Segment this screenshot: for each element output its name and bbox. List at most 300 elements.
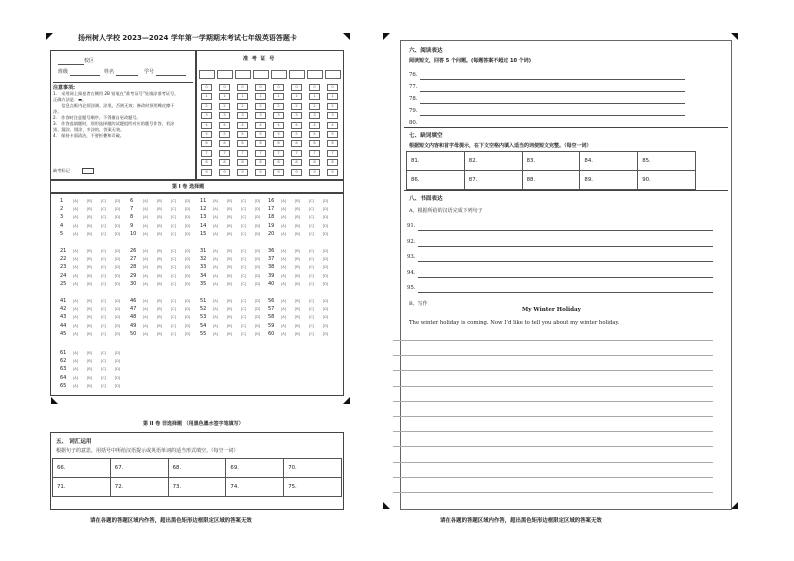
exam-number-bubble[interactable]: 0 xyxy=(219,84,230,91)
exam-number-bubble[interactable]: 4 xyxy=(219,122,230,129)
mc-choice-bubble[interactable]: [B] xyxy=(226,199,233,203)
mc-choice-bubble[interactable]: [C] xyxy=(100,257,107,262)
exam-number-bubble[interactable]: 8 xyxy=(201,159,212,166)
mc-choice-bubble[interactable]: [A] xyxy=(72,265,79,270)
answer-cell-87[interactable]: 87. xyxy=(464,171,522,190)
exam-number-bubble[interactable]: 8 xyxy=(291,159,302,166)
exam-number-bubble[interactable]: 5 xyxy=(291,131,302,138)
mc-choice-bubble[interactable]: [C] xyxy=(170,223,177,228)
mc-choice-bubble[interactable]: [B] xyxy=(86,199,93,203)
mc-choice-bubble[interactable]: [B] xyxy=(86,383,93,388)
mc-choice-bubble[interactable]: [B] xyxy=(226,323,233,328)
exam-number-bubble[interactable]: 5 xyxy=(237,131,248,138)
mc-choice-bubble[interactable]: [C] xyxy=(240,281,247,286)
answer-line[interactable] xyxy=(418,292,713,293)
mc-choice-bubble[interactable]: [C] xyxy=(170,257,177,262)
answer-cell-71[interactable]: 71. xyxy=(53,478,111,497)
mc-choice-bubble[interactable]: [C] xyxy=(100,215,107,220)
mc-choice-bubble[interactable]: [B] xyxy=(86,231,93,236)
mc-choice-bubble[interactable]: [A] xyxy=(72,281,79,286)
mc-choice-bubble[interactable]: [C] xyxy=(100,307,107,312)
answer-cell-90[interactable]: 90. xyxy=(638,171,696,190)
mc-choice-bubble[interactable]: [B] xyxy=(86,299,93,303)
answer-line[interactable] xyxy=(420,115,685,116)
mc-choice-bubble[interactable]: [B] xyxy=(226,281,233,286)
mc-choice-bubble[interactable]: [C] xyxy=(100,323,107,328)
mc-choice-bubble[interactable]: [A] xyxy=(212,223,219,228)
exam-number-write-cell[interactable] xyxy=(271,70,287,79)
exam-number-bubble[interactable]: 1 xyxy=(201,93,212,100)
mc-choice-bubble[interactable]: [C] xyxy=(240,299,247,303)
exam-number-bubble[interactable]: 2 xyxy=(255,103,266,110)
exam-number-bubble[interactable]: 6 xyxy=(219,140,230,147)
mc-choice-bubble[interactable]: [C] xyxy=(240,231,247,236)
exam-number-bubble[interactable]: 4 xyxy=(237,122,248,129)
answer-line[interactable] xyxy=(418,246,713,247)
answer-cell-85[interactable]: 85. xyxy=(638,152,696,171)
mc-choice-bubble[interactable]: [C] xyxy=(240,207,247,212)
exam-number-bubble[interactable]: 7 xyxy=(237,150,248,157)
exam-number-bubble[interactable]: 0 xyxy=(201,84,212,91)
mc-choice-bubble[interactable]: [D] xyxy=(114,359,121,364)
exam-number-bubble[interactable]: 8 xyxy=(273,159,284,166)
mc-choice-bubble[interactable]: [C] xyxy=(240,323,247,328)
exam-number-bubble[interactable]: 7 xyxy=(255,150,266,157)
mc-choice-bubble[interactable]: [C] xyxy=(100,249,107,253)
answer-line[interactable] xyxy=(420,79,685,80)
mc-choice-bubble[interactable]: [C] xyxy=(240,215,247,220)
essay-line[interactable] xyxy=(393,340,713,341)
mc-choice-bubble[interactable]: [C] xyxy=(170,249,177,253)
mc-choice-bubble[interactable]: [D] xyxy=(254,249,261,253)
mc-choice-bubble[interactable]: [C] xyxy=(308,207,315,212)
mc-choice-bubble[interactable]: [C] xyxy=(100,265,107,270)
mc-choice-bubble[interactable]: [B] xyxy=(226,249,233,253)
mc-choice-bubble[interactable]: [C] xyxy=(308,215,315,220)
answer-cell-67[interactable]: 67. xyxy=(110,459,168,478)
mc-choice-bubble[interactable]: [D] xyxy=(114,281,121,286)
mc-choice-bubble[interactable]: [D] xyxy=(184,199,191,203)
exam-number-bubble[interactable]: 3 xyxy=(255,112,266,119)
mc-choice-bubble[interactable]: [C] xyxy=(170,281,177,286)
mc-choice-bubble[interactable]: [A] xyxy=(280,299,287,303)
mc-choice-bubble[interactable]: [A] xyxy=(280,207,287,212)
mc-choice-bubble[interactable]: [A] xyxy=(212,257,219,262)
mc-choice-bubble[interactable]: [A] xyxy=(212,273,219,278)
mc-choice-bubble[interactable]: [A] xyxy=(142,231,149,236)
mc-choice-bubble[interactable]: [C] xyxy=(100,359,107,364)
mc-choice-bubble[interactable]: [A] xyxy=(142,215,149,220)
exam-number-bubble[interactable]: 4 xyxy=(255,122,266,129)
mc-choice-bubble[interactable]: [B] xyxy=(226,231,233,236)
mc-choice-bubble[interactable]: [A] xyxy=(72,215,79,220)
mc-choice-bubble[interactable]: [B] xyxy=(294,249,301,253)
mc-choice-bubble[interactable]: [B] xyxy=(86,281,93,286)
mc-choice-bubble[interactable]: [B] xyxy=(226,299,233,303)
exam-number-bubble[interactable]: 1 xyxy=(219,93,230,100)
mc-choice-bubble[interactable]: [D] xyxy=(322,331,329,336)
exam-number-bubble[interactable]: 3 xyxy=(327,112,338,119)
mc-choice-bubble[interactable]: [A] xyxy=(72,231,79,236)
exam-number-bubble[interactable]: 2 xyxy=(219,103,230,110)
answer-cell-68[interactable]: 68. xyxy=(168,459,226,478)
mc-choice-bubble[interactable]: [B] xyxy=(294,307,301,312)
essay-line[interactable] xyxy=(393,431,713,432)
mc-choice-bubble[interactable]: [D] xyxy=(114,215,121,220)
exam-number-bubble[interactable]: 2 xyxy=(201,103,212,110)
mc-choice-bubble[interactable]: [C] xyxy=(100,199,107,203)
mc-choice-bubble[interactable]: [B] xyxy=(86,367,93,372)
mc-choice-bubble[interactable]: [D] xyxy=(254,257,261,262)
mc-choice-bubble[interactable]: [B] xyxy=(294,281,301,286)
mc-choice-bubble[interactable]: [B] xyxy=(156,315,163,320)
exam-number-bubble[interactable]: 5 xyxy=(255,131,266,138)
mc-choice-bubble[interactable]: [B] xyxy=(86,257,93,262)
exam-number-bubble[interactable]: 1 xyxy=(237,93,248,100)
exam-number-bubble[interactable]: 9 xyxy=(201,169,212,176)
mc-choice-bubble[interactable]: [B] xyxy=(156,299,163,303)
mc-choice-bubble[interactable]: [B] xyxy=(226,315,233,320)
mc-choice-bubble[interactable]: [C] xyxy=(100,315,107,320)
mc-choice-bubble[interactable]: [D] xyxy=(184,307,191,312)
mc-choice-bubble[interactable]: [A] xyxy=(72,383,79,388)
mc-choice-bubble[interactable]: [A] xyxy=(212,299,219,303)
mc-choice-bubble[interactable]: [D] xyxy=(114,375,121,380)
exam-number-bubble[interactable]: 2 xyxy=(291,103,302,110)
exam-number-bubble[interactable]: 1 xyxy=(291,93,302,100)
mc-choice-bubble[interactable]: [B] xyxy=(294,215,301,220)
exam-number-bubble[interactable]: 9 xyxy=(255,169,266,176)
exam-number-bubble[interactable]: 8 xyxy=(237,159,248,166)
mc-choice-bubble[interactable]: [A] xyxy=(142,199,149,203)
mc-choice-bubble[interactable]: [A] xyxy=(72,207,79,212)
mc-choice-bubble[interactable]: [B] xyxy=(226,265,233,270)
exam-number-bubble[interactable]: 7 xyxy=(327,150,338,157)
mc-choice-bubble[interactable]: [B] xyxy=(294,273,301,278)
mc-choice-bubble[interactable]: [A] xyxy=(280,249,287,253)
exam-number-bubble[interactable]: 4 xyxy=(273,122,284,129)
mc-choice-bubble[interactable]: [A] xyxy=(280,315,287,320)
mc-choice-bubble[interactable]: [C] xyxy=(170,323,177,328)
mc-choice-bubble[interactable]: [B] xyxy=(86,359,93,364)
mc-choice-bubble[interactable]: [D] xyxy=(322,231,329,236)
mc-choice-bubble[interactable]: [A] xyxy=(142,331,149,336)
mc-choice-bubble[interactable]: [C] xyxy=(308,223,315,228)
mc-choice-bubble[interactable]: [B] xyxy=(294,323,301,328)
mc-choice-bubble[interactable]: [D] xyxy=(114,207,121,212)
mc-choice-bubble[interactable]: [C] xyxy=(100,207,107,212)
answer-cell-74[interactable]: 74. xyxy=(226,478,284,497)
mc-choice-bubble[interactable]: [A] xyxy=(142,307,149,312)
mc-choice-bubble[interactable]: [C] xyxy=(240,223,247,228)
answer-cell-75[interactable]: 75. xyxy=(284,478,342,497)
exam-number-bubble[interactable]: 1 xyxy=(327,93,338,100)
mc-choice-bubble[interactable]: [D] xyxy=(114,249,121,253)
essay-line[interactable] xyxy=(393,446,713,447)
mc-choice-bubble[interactable]: [C] xyxy=(170,231,177,236)
mc-choice-bubble[interactable]: [B] xyxy=(86,323,93,328)
exam-number-bubble[interactable]: 3 xyxy=(309,112,320,119)
exam-number-write-cell[interactable] xyxy=(217,70,233,79)
answer-line[interactable] xyxy=(418,277,713,278)
mc-choice-bubble[interactable]: [D] xyxy=(114,323,121,328)
exam-number-bubble[interactable]: 0 xyxy=(255,84,266,91)
mc-choice-bubble[interactable]: [B] xyxy=(294,199,301,203)
mc-choice-bubble[interactable]: [D] xyxy=(322,207,329,212)
mc-choice-bubble[interactable]: [C] xyxy=(308,231,315,236)
student-no-field[interactable] xyxy=(156,75,186,76)
exam-number-bubble[interactable]: 3 xyxy=(273,112,284,119)
mc-choice-bubble[interactable]: [A] xyxy=(280,273,287,278)
mc-choice-bubble[interactable]: [A] xyxy=(72,323,79,328)
mc-choice-bubble[interactable]: [D] xyxy=(114,331,121,336)
mc-choice-bubble[interactable]: [B] xyxy=(226,257,233,262)
essay-line[interactable] xyxy=(393,477,713,478)
mc-choice-bubble[interactable]: [B] xyxy=(156,265,163,270)
answer-line[interactable] xyxy=(420,91,685,92)
exam-number-bubble[interactable]: 7 xyxy=(309,150,320,157)
exam-number-write-cell[interactable] xyxy=(325,70,341,79)
mc-choice-bubble[interactable]: [A] xyxy=(142,223,149,228)
mc-choice-bubble[interactable]: [D] xyxy=(184,249,191,253)
mc-choice-bubble[interactable]: [B] xyxy=(226,223,233,228)
answer-line[interactable] xyxy=(418,230,713,231)
mc-choice-bubble[interactable]: [B] xyxy=(156,249,163,253)
exam-number-bubble[interactable]: 0 xyxy=(291,84,302,91)
mc-choice-bubble[interactable]: [D] xyxy=(322,299,329,303)
answer-cell-88[interactable]: 88. xyxy=(522,171,580,190)
mc-choice-bubble[interactable]: [D] xyxy=(114,231,121,236)
mc-choice-bubble[interactable]: [C] xyxy=(100,299,107,303)
mc-choice-bubble[interactable]: [C] xyxy=(308,315,315,320)
answer-cell-81[interactable]: 81. xyxy=(407,152,465,171)
mc-choice-bubble[interactable]: [C] xyxy=(100,231,107,236)
mc-choice-bubble[interactable]: [A] xyxy=(72,307,79,312)
exam-number-bubble[interactable]: 1 xyxy=(273,93,284,100)
mc-choice-bubble[interactable]: [A] xyxy=(280,307,287,312)
mc-choice-bubble[interactable]: [D] xyxy=(254,231,261,236)
exam-number-bubble[interactable]: 6 xyxy=(327,140,338,147)
mc-choice-bubble[interactable]: [C] xyxy=(308,331,315,336)
exam-number-bubble[interactable]: 6 xyxy=(237,140,248,147)
exam-number-bubble[interactable]: 2 xyxy=(237,103,248,110)
mc-choice-bubble[interactable]: [D] xyxy=(254,265,261,270)
exam-number-bubble[interactable]: 3 xyxy=(291,112,302,119)
mc-choice-bubble[interactable]: [C] xyxy=(170,215,177,220)
mc-choice-bubble[interactable]: [B] xyxy=(156,281,163,286)
mc-choice-bubble[interactable]: [A] xyxy=(72,359,79,364)
mc-choice-bubble[interactable]: [D] xyxy=(184,257,191,262)
mc-choice-bubble[interactable]: [C] xyxy=(100,351,107,355)
exam-number-bubble[interactable]: 8 xyxy=(219,159,230,166)
mc-choice-bubble[interactable]: [A] xyxy=(212,207,219,212)
mc-choice-bubble[interactable]: [B] xyxy=(294,315,301,320)
mc-choice-bubble[interactable]: [D] xyxy=(322,215,329,220)
exam-number-bubble[interactable]: 6 xyxy=(291,140,302,147)
name-field[interactable] xyxy=(116,75,138,76)
exam-number-bubble[interactable]: 0 xyxy=(327,84,338,91)
answer-cell-83[interactable]: 83. xyxy=(522,152,580,171)
mc-choice-bubble[interactable]: [D] xyxy=(114,383,121,388)
exam-number-bubble[interactable]: 9 xyxy=(327,169,338,176)
mc-choice-bubble[interactable]: [B] xyxy=(86,215,93,220)
mc-choice-bubble[interactable]: [C] xyxy=(240,315,247,320)
mc-choice-bubble[interactable]: [B] xyxy=(156,215,163,220)
mc-choice-bubble[interactable]: [D] xyxy=(184,299,191,303)
exam-number-bubble[interactable]: 9 xyxy=(219,169,230,176)
exam-number-write-cell[interactable] xyxy=(253,70,269,79)
mc-choice-bubble[interactable]: [A] xyxy=(280,281,287,286)
mc-choice-bubble[interactable]: [D] xyxy=(322,307,329,312)
mc-choice-bubble[interactable]: [B] xyxy=(156,331,163,336)
essay-line[interactable] xyxy=(393,492,713,493)
mc-choice-bubble[interactable]: [A] xyxy=(212,215,219,220)
mc-choice-bubble[interactable]: [A] xyxy=(212,315,219,320)
exam-number-bubble[interactable]: 5 xyxy=(219,131,230,138)
mc-choice-bubble[interactable]: [B] xyxy=(226,307,233,312)
mc-choice-bubble[interactable]: [B] xyxy=(294,331,301,336)
answer-cell-82[interactable]: 82. xyxy=(464,152,522,171)
mc-choice-bubble[interactable]: [B] xyxy=(294,231,301,236)
mc-choice-bubble[interactable]: [C] xyxy=(308,199,315,203)
mc-choice-bubble[interactable]: [A] xyxy=(142,299,149,303)
mc-choice-bubble[interactable]: [D] xyxy=(254,273,261,278)
exam-number-bubble[interactable]: 8 xyxy=(255,159,266,166)
exam-number-write-cell[interactable] xyxy=(307,70,323,79)
mc-choice-bubble[interactable]: [A] xyxy=(212,265,219,270)
mc-choice-bubble[interactable]: [B] xyxy=(86,265,93,270)
mc-choice-bubble[interactable]: [D] xyxy=(254,315,261,320)
mc-choice-bubble[interactable]: [A] xyxy=(280,265,287,270)
mc-choice-bubble[interactable]: [C] xyxy=(308,265,315,270)
exam-number-bubble[interactable]: 6 xyxy=(201,140,212,147)
answer-line[interactable] xyxy=(420,103,685,104)
mc-choice-bubble[interactable]: [C] xyxy=(240,199,247,203)
mc-choice-bubble[interactable]: [A] xyxy=(72,199,79,203)
exam-number-bubble[interactable]: 2 xyxy=(273,103,284,110)
answer-cell-72[interactable]: 72. xyxy=(110,478,168,497)
mc-choice-bubble[interactable]: [A] xyxy=(212,323,219,328)
mc-choice-bubble[interactable]: [D] xyxy=(114,199,121,203)
mc-choice-bubble[interactable]: [A] xyxy=(72,223,79,228)
mc-choice-bubble[interactable]: [D] xyxy=(114,273,121,278)
mc-choice-bubble[interactable]: [B] xyxy=(86,331,93,336)
mc-choice-bubble[interactable]: [A] xyxy=(72,351,79,355)
mc-choice-bubble[interactable]: [B] xyxy=(294,265,301,270)
mc-choice-bubble[interactable]: [A] xyxy=(280,199,287,203)
exam-number-bubble[interactable]: 4 xyxy=(327,122,338,129)
mc-choice-bubble[interactable]: [B] xyxy=(156,323,163,328)
mc-choice-bubble[interactable]: [D] xyxy=(322,257,329,262)
mc-choice-bubble[interactable]: [A] xyxy=(280,223,287,228)
mc-choice-bubble[interactable]: [D] xyxy=(322,323,329,328)
mc-choice-bubble[interactable]: [B] xyxy=(156,231,163,236)
missing-mark-box[interactable] xyxy=(82,168,94,174)
mc-choice-bubble[interactable]: [C] xyxy=(170,315,177,320)
mc-choice-bubble[interactable]: [C] xyxy=(308,273,315,278)
mc-choice-bubble[interactable]: [A] xyxy=(72,331,79,336)
campus-field[interactable] xyxy=(58,64,84,65)
mc-choice-bubble[interactable]: [D] xyxy=(114,299,121,303)
mc-choice-bubble[interactable]: [D] xyxy=(184,273,191,278)
mc-choice-bubble[interactable]: [D] xyxy=(254,331,261,336)
mc-choice-bubble[interactable]: [D] xyxy=(114,307,121,312)
mc-choice-bubble[interactable]: [C] xyxy=(308,249,315,253)
exam-number-bubble[interactable]: 6 xyxy=(255,140,266,147)
exam-number-bubble[interactable]: 0 xyxy=(273,84,284,91)
mc-choice-bubble[interactable]: [D] xyxy=(254,307,261,312)
exam-number-bubble[interactable]: 9 xyxy=(273,169,284,176)
mc-choice-bubble[interactable]: [B] xyxy=(156,307,163,312)
mc-choice-bubble[interactable]: [D] xyxy=(322,315,329,320)
mc-choice-bubble[interactable]: [C] xyxy=(240,307,247,312)
mc-choice-bubble[interactable]: [A] xyxy=(212,281,219,286)
mc-choice-bubble[interactable]: [B] xyxy=(294,299,301,303)
mc-choice-bubble[interactable]: [B] xyxy=(86,351,93,355)
exam-number-write-cell[interactable] xyxy=(199,70,215,79)
mc-choice-bubble[interactable]: [C] xyxy=(308,281,315,286)
exam-number-bubble[interactable]: 7 xyxy=(291,150,302,157)
mc-choice-bubble[interactable]: [A] xyxy=(212,231,219,236)
exam-number-bubble[interactable]: 5 xyxy=(327,131,338,138)
exam-number-bubble[interactable]: 9 xyxy=(291,169,302,176)
exam-number-bubble[interactable]: 9 xyxy=(237,169,248,176)
mc-choice-bubble[interactable]: [B] xyxy=(86,273,93,278)
mc-choice-bubble[interactable]: [C] xyxy=(308,307,315,312)
mc-choice-bubble[interactable]: [A] xyxy=(212,307,219,312)
mc-choice-bubble[interactable]: [D] xyxy=(114,223,121,228)
exam-number-bubble[interactable]: 6 xyxy=(309,140,320,147)
mc-choice-bubble[interactable]: [B] xyxy=(226,273,233,278)
answer-line[interactable] xyxy=(418,261,713,262)
mc-choice-bubble[interactable]: [D] xyxy=(184,315,191,320)
exam-number-bubble[interactable]: 5 xyxy=(309,131,320,138)
mc-choice-bubble[interactable]: [A] xyxy=(72,375,79,380)
mc-choice-bubble[interactable]: [D] xyxy=(184,231,191,236)
mc-choice-bubble[interactable]: [B] xyxy=(156,199,163,203)
mc-choice-bubble[interactable]: [A] xyxy=(72,273,79,278)
exam-number-bubble[interactable]: 7 xyxy=(201,150,212,157)
mc-choice-bubble[interactable]: [B] xyxy=(226,207,233,212)
mc-choice-bubble[interactable]: [C] xyxy=(170,307,177,312)
mc-choice-bubble[interactable]: [D] xyxy=(254,323,261,328)
exam-number-bubble[interactable]: 0 xyxy=(309,84,320,91)
mc-choice-bubble[interactable]: [D] xyxy=(322,199,329,203)
mc-choice-bubble[interactable]: [D] xyxy=(114,257,121,262)
answer-cell-70[interactable]: 70. xyxy=(284,459,342,478)
exam-number-bubble[interactable]: 4 xyxy=(201,122,212,129)
mc-choice-bubble[interactable]: [C] xyxy=(100,383,107,388)
mc-choice-bubble[interactable]: [D] xyxy=(114,315,121,320)
mc-choice-bubble[interactable]: [A] xyxy=(142,249,149,253)
mc-choice-bubble[interactable]: [C] xyxy=(170,331,177,336)
mc-choice-bubble[interactable]: [D] xyxy=(184,331,191,336)
mc-choice-bubble[interactable]: [A] xyxy=(142,265,149,270)
mc-choice-bubble[interactable]: [D] xyxy=(184,265,191,270)
mc-choice-bubble[interactable]: [C] xyxy=(170,207,177,212)
mc-choice-bubble[interactable]: [A] xyxy=(72,257,79,262)
mc-choice-bubble[interactable]: [A] xyxy=(142,207,149,212)
exam-number-bubble[interactable]: 4 xyxy=(291,122,302,129)
mc-choice-bubble[interactable]: [D] xyxy=(254,299,261,303)
mc-choice-bubble[interactable]: [A] xyxy=(280,331,287,336)
mc-choice-bubble[interactable]: [D] xyxy=(114,265,121,270)
mc-choice-bubble[interactable]: [C] xyxy=(100,375,107,380)
mc-choice-bubble[interactable]: [D] xyxy=(114,367,121,372)
answer-cell-73[interactable]: 73. xyxy=(168,478,226,497)
mc-choice-bubble[interactable]: [C] xyxy=(240,265,247,270)
mc-choice-bubble[interactable]: [B] xyxy=(86,249,93,253)
